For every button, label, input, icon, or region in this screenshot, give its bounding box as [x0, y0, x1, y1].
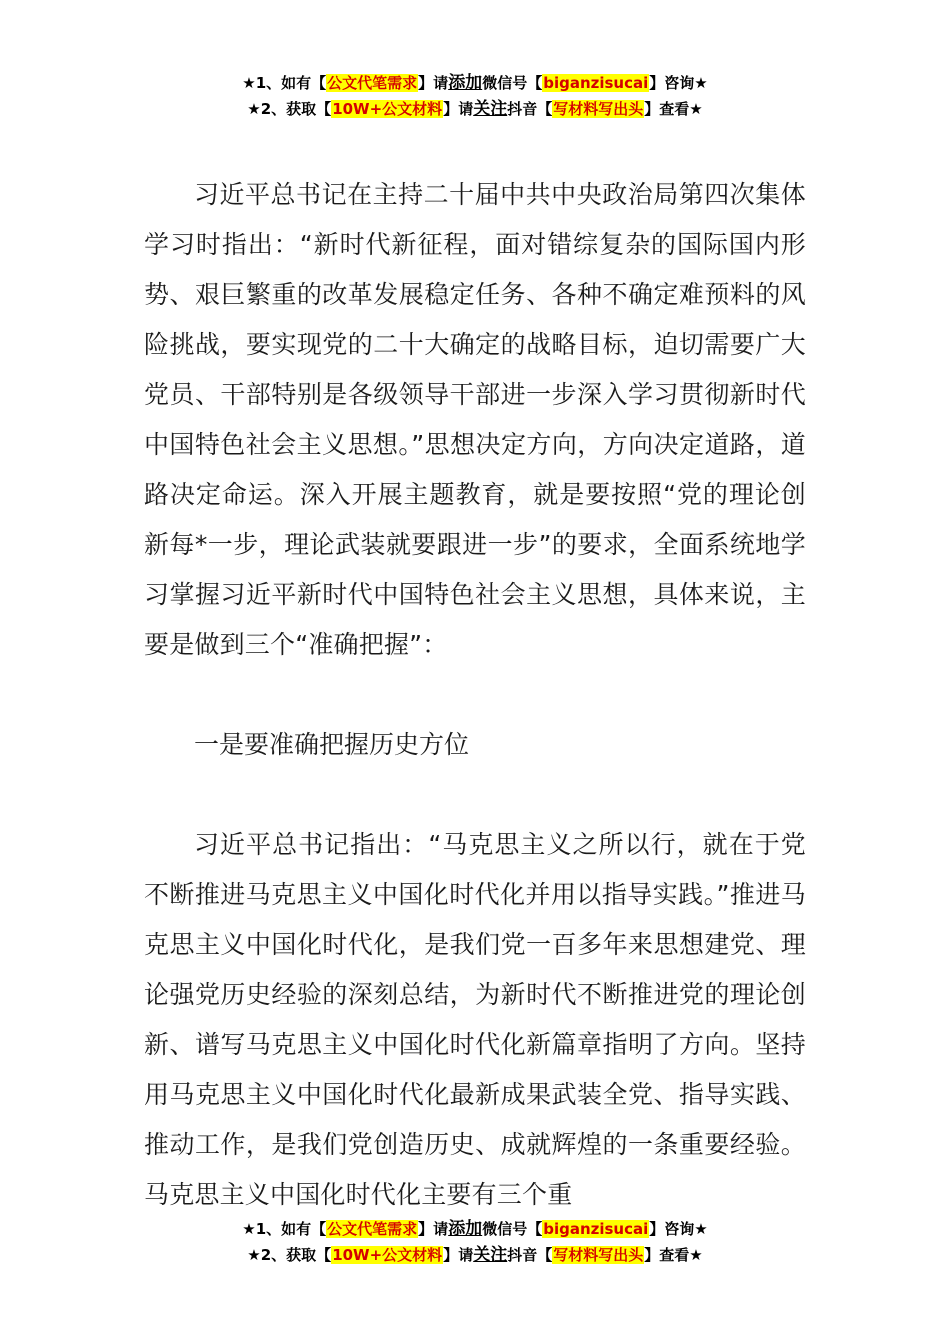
document-body	[144, 170, 806, 1220]
banner-text: 微信号【	[482, 74, 543, 92]
banner-highlight: 写材料写出头	[553, 100, 644, 118]
banner-emphasis: 关注	[473, 1245, 508, 1265]
banner-text: 】查看★	[644, 1246, 703, 1264]
banner-text: 】咨询★	[649, 1220, 708, 1238]
banner-line-1	[0, 1216, 950, 1242]
banner-text: 】请	[443, 1246, 474, 1264]
banner-text: 抖音【	[507, 1246, 553, 1264]
banner-highlight: biganzisucai	[543, 74, 649, 92]
banner-highlight: biganzisucai	[543, 1220, 649, 1238]
banner-highlight: 10W+公文材料	[332, 1246, 443, 1264]
banner-text: ★2、获取【	[247, 1246, 332, 1264]
banner-text: 】咨询★	[649, 74, 708, 92]
section-heading-1: 一是要准确把握历史方位	[194, 730, 470, 759]
banner-emphasis: 添加	[448, 73, 483, 93]
banner-line-2	[0, 1242, 950, 1268]
banner-text: ★1、如有【	[242, 74, 327, 92]
banner-highlight: 公文代笔需求	[327, 1220, 418, 1238]
banner-line-2	[0, 96, 950, 122]
banner-text: 】请	[418, 1220, 449, 1238]
banner-text: 】请	[443, 100, 474, 118]
banner-text: 】请	[418, 74, 449, 92]
banner-text: ★2、获取【	[247, 100, 332, 118]
banner-highlight: 写材料写出头	[553, 1246, 644, 1264]
banner-text: 微信号【	[482, 1220, 543, 1238]
footer-banner	[0, 1216, 950, 1268]
header-banner	[0, 70, 950, 122]
paragraph-1: 习近平总书记在主持二十届中共中央政治局第四次集体学习时指出：“新时代新征程，面对错综复杂的国际国内形势、艰巨繁重的改革发展稳定任务、各种不确定难预料的风险挑战，要实现党的二十大确定的战略目标，迫切需要广大党员、干部特别是各级领导干部进一步深入学习贯彻新时代中国特色社会主义思想。”思想决定方向，方向决定道路，道路决定命运。深入开展主题教育，就是要按照“党的理论创新每*一步，理论武装就要跟进一步”的要求，全面系统地学习掌握习近平新时代中国特色社会主义思想，具体来说，主要是做到三个“准确把握”：	[144, 180, 806, 659]
banner-emphasis: 添加	[448, 1219, 483, 1239]
paragraph-2: 习近平总书记指出：“马克思主义之所以行，就在于党不断推进马克思主义中国化时代化并用以指导实践。”推进马克思主义中国化时代化，是我们党一百多年来思想建党、理论强党历史经验的深刻总结，为新时代不断推进党的理论创新、谱写马克思主义中国化时代化新篇章指明了方向。坚持用马克思主义中国化时代化最新成果武装全党、指导实践、推动工作，是我们党创造历史、成就辉煌的一条重要经验。马克思主义中国化时代化主要有三个重	[144, 830, 806, 1209]
banner-line-1	[0, 70, 950, 96]
banner-text: ★1、如有【	[242, 1220, 327, 1238]
banner-text: 】查看★	[644, 100, 703, 118]
banner-emphasis: 关注	[473, 99, 508, 119]
banner-highlight: 公文代笔需求	[327, 74, 418, 92]
banner-highlight: 10W+公文材料	[332, 100, 443, 118]
banner-text: 抖音【	[507, 100, 553, 118]
